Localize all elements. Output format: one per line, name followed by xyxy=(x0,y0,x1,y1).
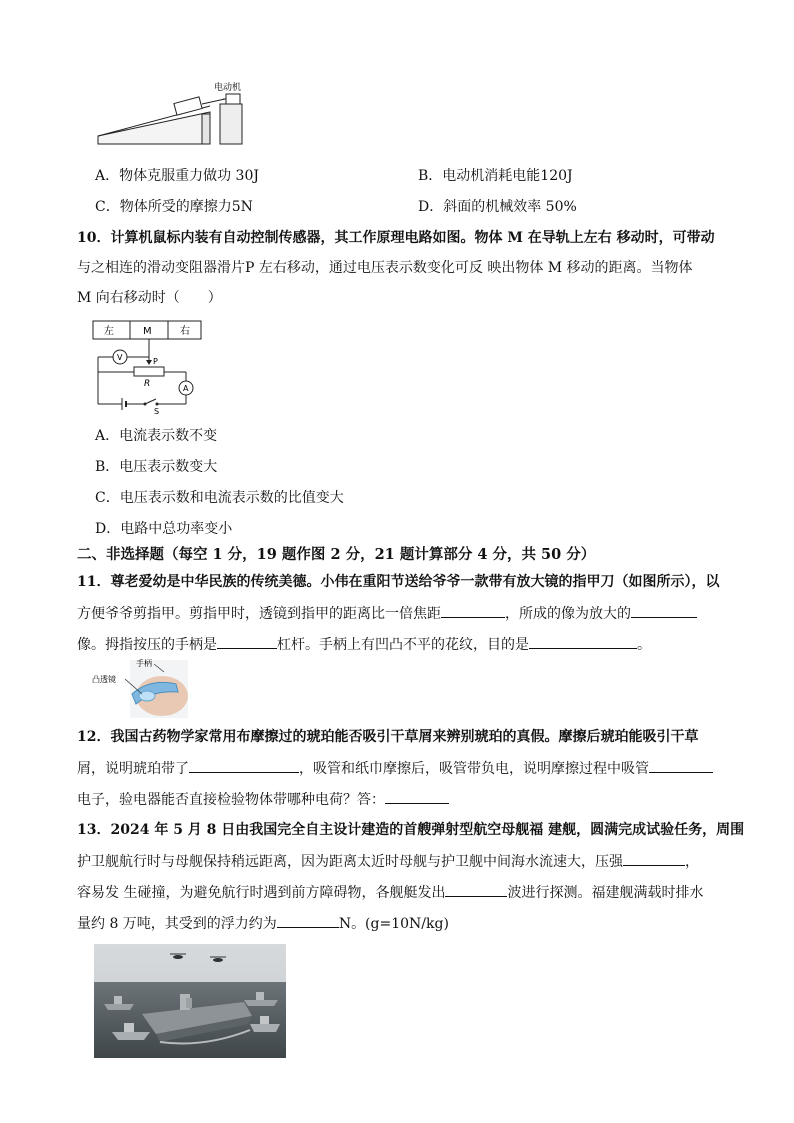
q12-line-1 xyxy=(77,727,698,747)
nail-clipper-photo xyxy=(92,656,188,718)
q11-answer-blank-3[interactable] xyxy=(217,634,277,649)
q12-text-2a: 屑，说明琥珀带了 xyxy=(77,761,189,777)
q13-line-4 xyxy=(77,913,449,934)
q13-answer-blank-3[interactable] xyxy=(277,913,339,928)
q13-text-4a: 量约 8 万吨，其受到的浮力约为 xyxy=(77,916,277,932)
q10-line-3: M 向右移动时（ ） xyxy=(77,290,222,306)
q9-option-b: B．电动机消耗电能120J xyxy=(418,168,573,184)
q13-text-4b: N。(g=10N/kg) xyxy=(338,916,449,932)
q11-answer-blank-2[interactable] xyxy=(631,603,697,618)
motor-label: 电动机 xyxy=(214,83,242,93)
q12-text-3a: 电子，验电器能否直接检验物体带哪种电荷？答： xyxy=(77,792,385,808)
q12-line-2 xyxy=(77,758,713,779)
handle-label: 手柄 xyxy=(136,659,152,668)
q12-stem-1: 12．我国古药物学家常用布摩擦过的琥珀能否吸引干草屑来辨别琥珀的真假。摩擦后琥珀能吸引干草 xyxy=(77,729,699,745)
q13-line-2 xyxy=(77,851,699,872)
switch-icon xyxy=(145,399,156,404)
rheostat-icon xyxy=(134,367,164,376)
q11-answer-blank-1[interactable] xyxy=(441,603,505,618)
q10-option-b: B．电压表示数变大 xyxy=(95,459,218,475)
q10-option-c: C．电压表示数和电流表示数的比值变大 xyxy=(95,490,344,506)
block-object xyxy=(174,97,202,115)
q12-answer-blank-3[interactable] xyxy=(385,789,449,804)
q10-option-a: A．电流表示数不变 xyxy=(95,428,218,444)
q13-text-2b: ， xyxy=(685,854,699,870)
q10-stem-1: 10．计算机鼠标内装有自动控制传感器，其工作原理电路如图。物体 M 在导轨上左右 移动时，可带动 xyxy=(77,230,715,246)
carrier-fleet-photo xyxy=(94,944,286,1058)
rheostat-label: R xyxy=(144,379,151,389)
q12-text-2b: ，吸管和纸巾摩擦后，吸管带负电，说明摩擦过程中吸管 xyxy=(299,761,649,777)
q12-line-3 xyxy=(77,789,449,810)
q9-option-d: D．斜面的机械效率 50% xyxy=(418,199,577,215)
q9-option-c: C．物体所受的摩擦力5N xyxy=(95,199,253,215)
switch-label: S xyxy=(154,407,160,414)
q11-text-3c: 。 xyxy=(637,637,651,653)
slider-p-label: P xyxy=(153,357,158,366)
q12-answer-blank-2[interactable] xyxy=(649,758,713,773)
mouse-sensor-circuit-figure xyxy=(92,320,212,414)
q10-line-2: 与之相连的滑动变阻器滑片P 左右移动，通过电压表示数变化可反 映出物体 M 移动的距离。当物体 xyxy=(77,260,693,276)
q11-answer-blank-4[interactable] xyxy=(529,634,637,649)
ammeter-label: A xyxy=(183,384,189,393)
voltmeter-label: V xyxy=(117,353,123,362)
q11-text-2a: 方便爷爷剪指甲。剪指甲时，透镜到指甲的距离比一倍焦距 xyxy=(77,606,441,622)
incline-motor-figure xyxy=(92,78,252,148)
q13-line-3 xyxy=(77,882,703,903)
q10-line-1 xyxy=(77,228,715,248)
q11-text-2b: ，所成的像为放大的 xyxy=(505,606,631,622)
q11-line-1 xyxy=(77,572,719,592)
q11-line-3 xyxy=(77,634,651,655)
q13-text-3a: 容易发 生碰撞，为避免航行时遇到前方障碍物，各舰艇发出 xyxy=(77,885,446,901)
q13-text-3b: 波进行探测。福建舰满载时排水 xyxy=(507,885,704,901)
q13-stem-1: 13．2024 年 5 月 8 日由我国完全自主设计建造的首艘弹射型航空母舰福 建舰，圆满完成试验任务，周围 xyxy=(77,822,745,838)
q13-answer-blank-1[interactable] xyxy=(623,851,685,866)
q10-option-d: D．电路中总功率变小 xyxy=(95,521,233,537)
section-2-heading: 二、非选择题（每空 1 分，19 题作图 2 分，21 题计算部分 4 分，共 50 分） xyxy=(77,546,596,563)
q11-line-2 xyxy=(77,603,697,624)
q11-stem-1: 11．尊老爱幼是中华民族的传统美德。小伟在重阳节送给爷爷一款带有放大镜的指甲刀（如图所示），以 xyxy=(77,574,720,590)
q13-line-1 xyxy=(77,820,744,840)
motor-icon xyxy=(226,94,240,104)
q12-answer-blank-1[interactable] xyxy=(189,758,299,773)
q13-answer-blank-2[interactable] xyxy=(445,882,507,897)
q11-text-3b: 杠杆。手柄上有凹凸不平的花纹，目的是 xyxy=(277,637,529,653)
rail-mid-label: M xyxy=(143,326,152,337)
q9-option-a: A．物体克服重力做功 30J xyxy=(95,168,259,184)
q11-text-3a: 像。拇指按压的手柄是 xyxy=(77,637,217,653)
convex-lens-label: 凸透镜 xyxy=(92,675,116,684)
q13-text-2a: 护卫舰航行时与母舰保持稍远距离，因为距离太近时母舰与护卫舰中间海水流速大，压强 xyxy=(77,854,623,870)
rail-left-label: 左 xyxy=(104,326,114,337)
rail-right-label: 右 xyxy=(180,326,190,337)
